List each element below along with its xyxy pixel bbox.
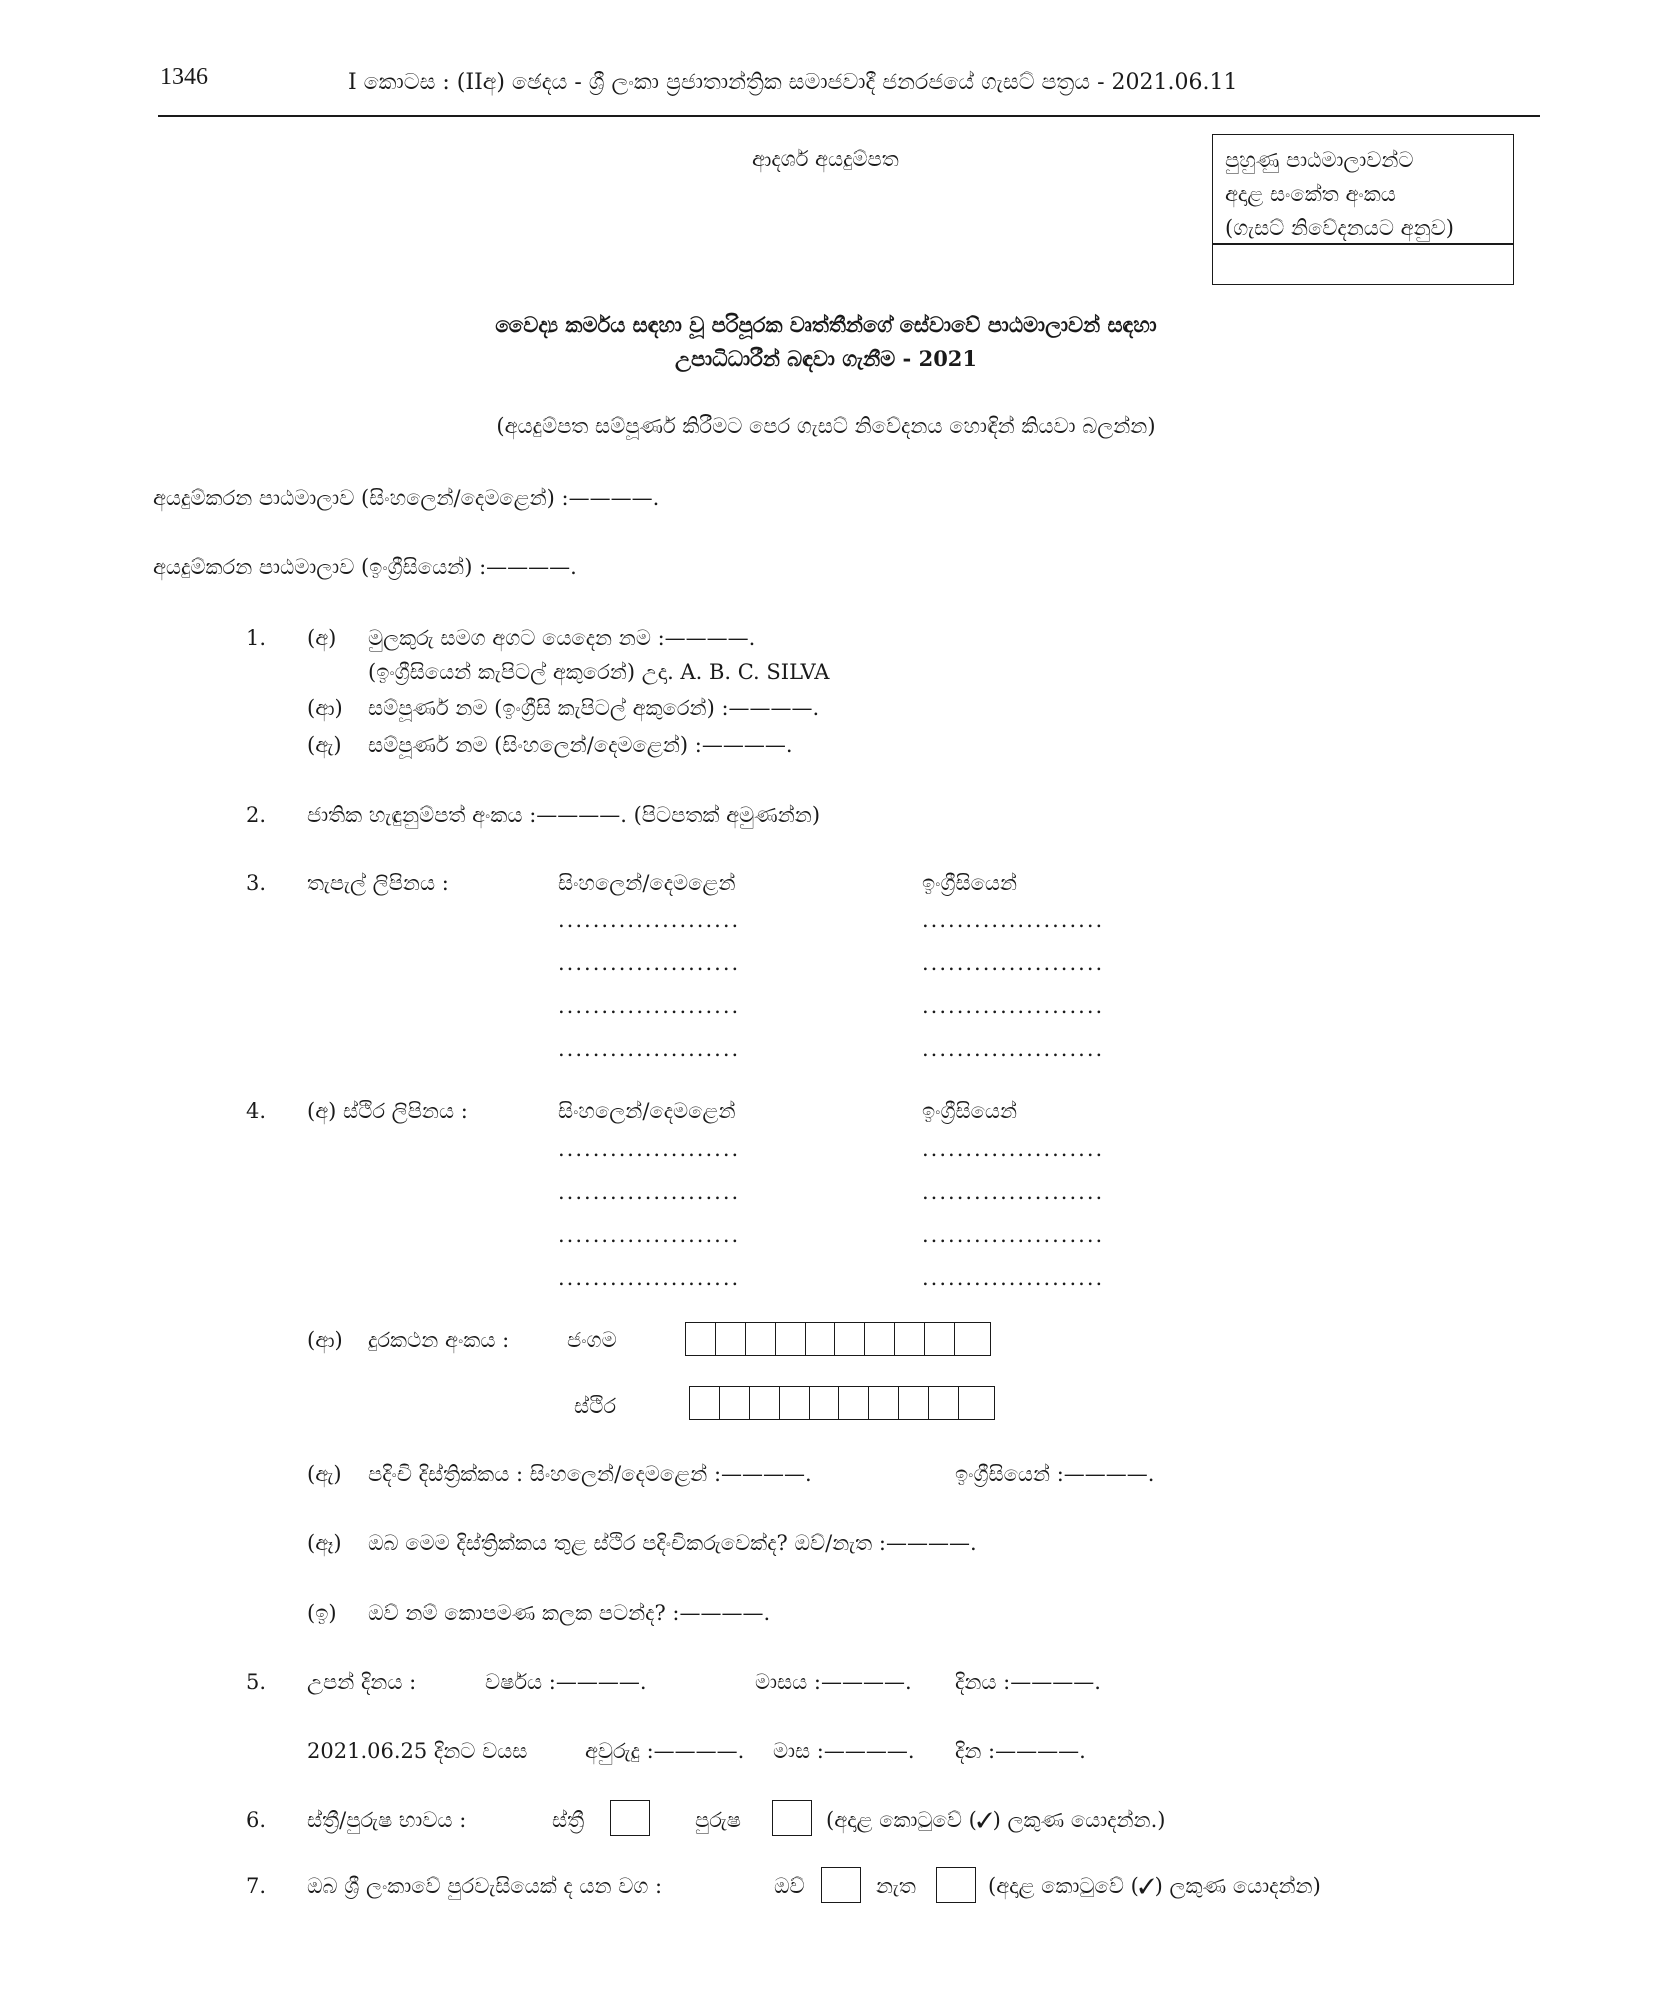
permanent-address-english-line[interactable]: ..................... (922, 1137, 1105, 1161)
permanent-address-sinhala-line[interactable]: ..................... (558, 1180, 741, 1204)
birth-date-label: උපන් දිනය : (307, 1670, 417, 1694)
digit-box (955, 1323, 985, 1355)
permanent-address-english-line[interactable]: ..................... (922, 1266, 1105, 1290)
heading-line-2: උපාධිධාරීන් බඳවා ගැනීම - 2021 (674, 346, 978, 371)
digit-box (895, 1323, 925, 1355)
male-label: පුරුෂ (695, 1808, 741, 1832)
female-checkbox[interactable] (610, 1800, 650, 1836)
postal-address-label: තැපැල් ලිපිනය : (307, 871, 449, 895)
q4-number: 4. (246, 1099, 267, 1123)
birth-year-field[interactable]: වර්ෂය :————. (485, 1670, 647, 1694)
digit-box (806, 1323, 836, 1355)
permanent-address-sinhala-line[interactable]: ..................... (558, 1137, 741, 1161)
reference-divider (1213, 243, 1513, 245)
q7-number: 7. (246, 1874, 267, 1898)
q1ae-label: (ඇ) (307, 733, 342, 757)
female-label: ස්ත්‍රී (552, 1808, 585, 1832)
citizenship-label: ඔබ ශ්‍රී ලංකාවේ පුරවැසියෙක් ද යන වග : (307, 1874, 663, 1898)
landline-number-boxes[interactable] (689, 1386, 995, 1420)
reference-code-box (1212, 134, 1514, 285)
header-rule (158, 115, 1540, 117)
postal-address-sinhala-line[interactable]: ..................... (558, 951, 741, 975)
reference-line: අදාළ සංකේත අංකය (1225, 182, 1396, 206)
mobile-label: ජංගම (567, 1328, 617, 1352)
permanent-address-sinhala-line[interactable]: ..................... (558, 1266, 741, 1290)
digit-box (899, 1387, 929, 1419)
digit-box (959, 1387, 989, 1419)
age-months-field[interactable]: මාස :————. (773, 1739, 915, 1763)
digit-box (835, 1323, 865, 1355)
citizen-no-checkbox[interactable] (936, 1867, 976, 1903)
permanent-address-label: (අ) ස්ථිර ලිපිනය : (307, 1099, 468, 1123)
q4ai-label: (ඈ) (307, 1531, 342, 1555)
name-with-initials-hint: (ඉංග්‍රීසියෙන් කැපිටල් අකුරෙන්) උදා. A. B. C. SILVA (368, 660, 830, 684)
reference-line: පුහුණු පාඨමාලාවන්ට (1225, 148, 1414, 172)
male-checkbox[interactable] (772, 1800, 812, 1836)
reference-code-label (1225, 143, 1454, 245)
age-at-date-label: 2021.06.25 දිනට වයස (307, 1739, 528, 1763)
digit-box (865, 1323, 895, 1355)
gender-note: (අදාළ කොටුවේ (✓) ලකුණ යොදන්න.) (826, 1808, 1166, 1832)
gender-label: ස්ත්‍රී/පුරුෂ භාවය : (307, 1808, 467, 1832)
permanent-address-english-header: ඉංග්‍රීසියෙන් (922, 1099, 1018, 1123)
permanent-address-english-line[interactable]: ..................... (922, 1180, 1105, 1204)
permanent-resident-field[interactable]: ඔබ මෙම දිස්ත්‍රික්කය තුළ ස්ථිර පදිංචිකරුවෙක්ද? ඔව්/නැත :————. (368, 1531, 977, 1555)
nic-number-field[interactable]: ජාතික හැඳුනුම්පත් අංකය :————. (පිටපතක් අමුණන්න) (307, 803, 821, 827)
q1aa-label: (ආ) (307, 696, 343, 720)
age-years-field[interactable]: අවුරුදු :————. (585, 1739, 745, 1763)
residence-since-field[interactable]: ඔව් නම් කොපමණ කලක පටන්ද? :————. (368, 1601, 771, 1625)
postal-address-sinhala-header: සිංහලෙන්/දෙමළෙන් (558, 871, 736, 895)
postal-address-sinhala-line[interactable]: ..................... (558, 994, 741, 1018)
heading-instruction: (අයදුම්පත සම්පූර්ණ කිරීමට පෙර ගැසට් නිවේදනය හොඳින් කියවා බලන්න) (496, 414, 1156, 438)
digit-box (780, 1387, 810, 1419)
district-english-field[interactable]: ඉංග්‍රීසියෙන් :————. (955, 1462, 1155, 1486)
permanent-address-sinhala-header: සිංහලෙන්/දෙමළෙන් (558, 1099, 736, 1123)
birth-day-field[interactable]: දිනය :————. (955, 1670, 1101, 1694)
permanent-address-sinhala-line[interactable]: ..................... (558, 1223, 741, 1247)
district-sinhala-field[interactable]: පදිංචි දිස්ත්‍රික්කය : සිංහලෙන්/දෙමළෙන් :————. (368, 1462, 812, 1486)
digit-box (839, 1387, 869, 1419)
heading-line-1: වෛද්‍ය කර්මය සඳහා වූ පරිපූරක වෘත්තීන්ගේ සේවාවේ පාඨමාලාවන් සඳහා (495, 312, 1157, 337)
digit-box (810, 1387, 840, 1419)
gazette-header-title: I කොටස : (IIඅ) ඡෙදය - ශ්‍රී ලංකා ප්‍රජාතාන්ත්‍රික සමාජවාදී ජනරජයේ ගැසට් පත්‍රය - 2021.06.11 (348, 70, 1238, 95)
full-name-english-field[interactable]: සම්පූර්ණ නම (ඉංග්‍රීසි කැපිටල් අකුරෙන්) :————. (368, 696, 820, 720)
course-sinhala-field[interactable]: අයදුම්කරන පාඨමාලාව (සිංහලෙන්/දෙමළෙන්) :————. (153, 486, 660, 510)
postal-address-english-line[interactable]: ..................... (922, 994, 1105, 1018)
digit-box (716, 1323, 746, 1355)
q5-number: 5. (246, 1670, 267, 1694)
no-label: නැත (876, 1874, 916, 1898)
postal-address-english-line[interactable]: ..................... (922, 1037, 1105, 1061)
citizenship-note: (අදාළ කොටුවේ (✓) ලකුණ යොදන්න) (988, 1874, 1321, 1898)
q4aa-label: (ආ) (307, 1328, 343, 1352)
postal-address-english-line[interactable]: ..................... (922, 951, 1105, 975)
postal-address-english-line[interactable]: ..................... (922, 908, 1105, 932)
course-english-field[interactable]: අයදුම්කරන පාඨමාලාව (ඉංග්‍රීසියෙන්) :————. (153, 555, 577, 579)
digit-box (869, 1387, 899, 1419)
postal-address-english-header: ඉංග්‍රීසියෙන් (922, 871, 1018, 895)
full-name-sinhala-field[interactable]: සම්පූර්ණ නම (සිංහලෙන්/දෙමළෙන්) :————. (368, 733, 793, 757)
digit-box (776, 1323, 806, 1355)
yes-label: ඔව් (774, 1874, 805, 1898)
citizen-yes-checkbox[interactable] (821, 1867, 861, 1903)
form-title: ආදර්ශ අයදුම්පත (752, 147, 899, 171)
postal-address-sinhala-line[interactable]: ..................... (558, 908, 741, 932)
q4ae-label: (ඇ) (307, 1462, 342, 1486)
digit-box (929, 1387, 959, 1419)
digit-box (746, 1323, 776, 1355)
reference-line: (ගැසට් නිවේදනයට අනුව) (1225, 216, 1454, 240)
q1-number: 1. (246, 626, 267, 650)
q6-number: 6. (246, 1808, 267, 1832)
postal-address-sinhala-line[interactable]: ..................... (558, 1037, 741, 1061)
q2-number: 2. (246, 803, 267, 827)
q4i-label: (ඉ) (307, 1601, 337, 1625)
digit-box (690, 1387, 720, 1419)
q3-number: 3. (246, 871, 267, 895)
digit-box (686, 1323, 716, 1355)
phone-number-label: දුරකථන අංකය : (368, 1328, 510, 1352)
page-number: 1346 (160, 64, 208, 90)
permanent-address-english-line[interactable]: ..................... (922, 1223, 1105, 1247)
digit-box (720, 1387, 750, 1419)
q1a-label: (අ) (307, 626, 337, 650)
mobile-number-boxes[interactable] (685, 1322, 991, 1356)
landline-label: ස්ථිර (574, 1394, 616, 1418)
birth-month-field[interactable]: මාසය :————. (755, 1670, 912, 1694)
digit-box (925, 1323, 955, 1355)
name-with-initials-field[interactable]: මුලකුරු සමග අගට යෙදෙන නම :————. (368, 626, 756, 650)
age-days-field[interactable]: දින :————. (955, 1739, 1086, 1763)
digit-box (750, 1387, 780, 1419)
